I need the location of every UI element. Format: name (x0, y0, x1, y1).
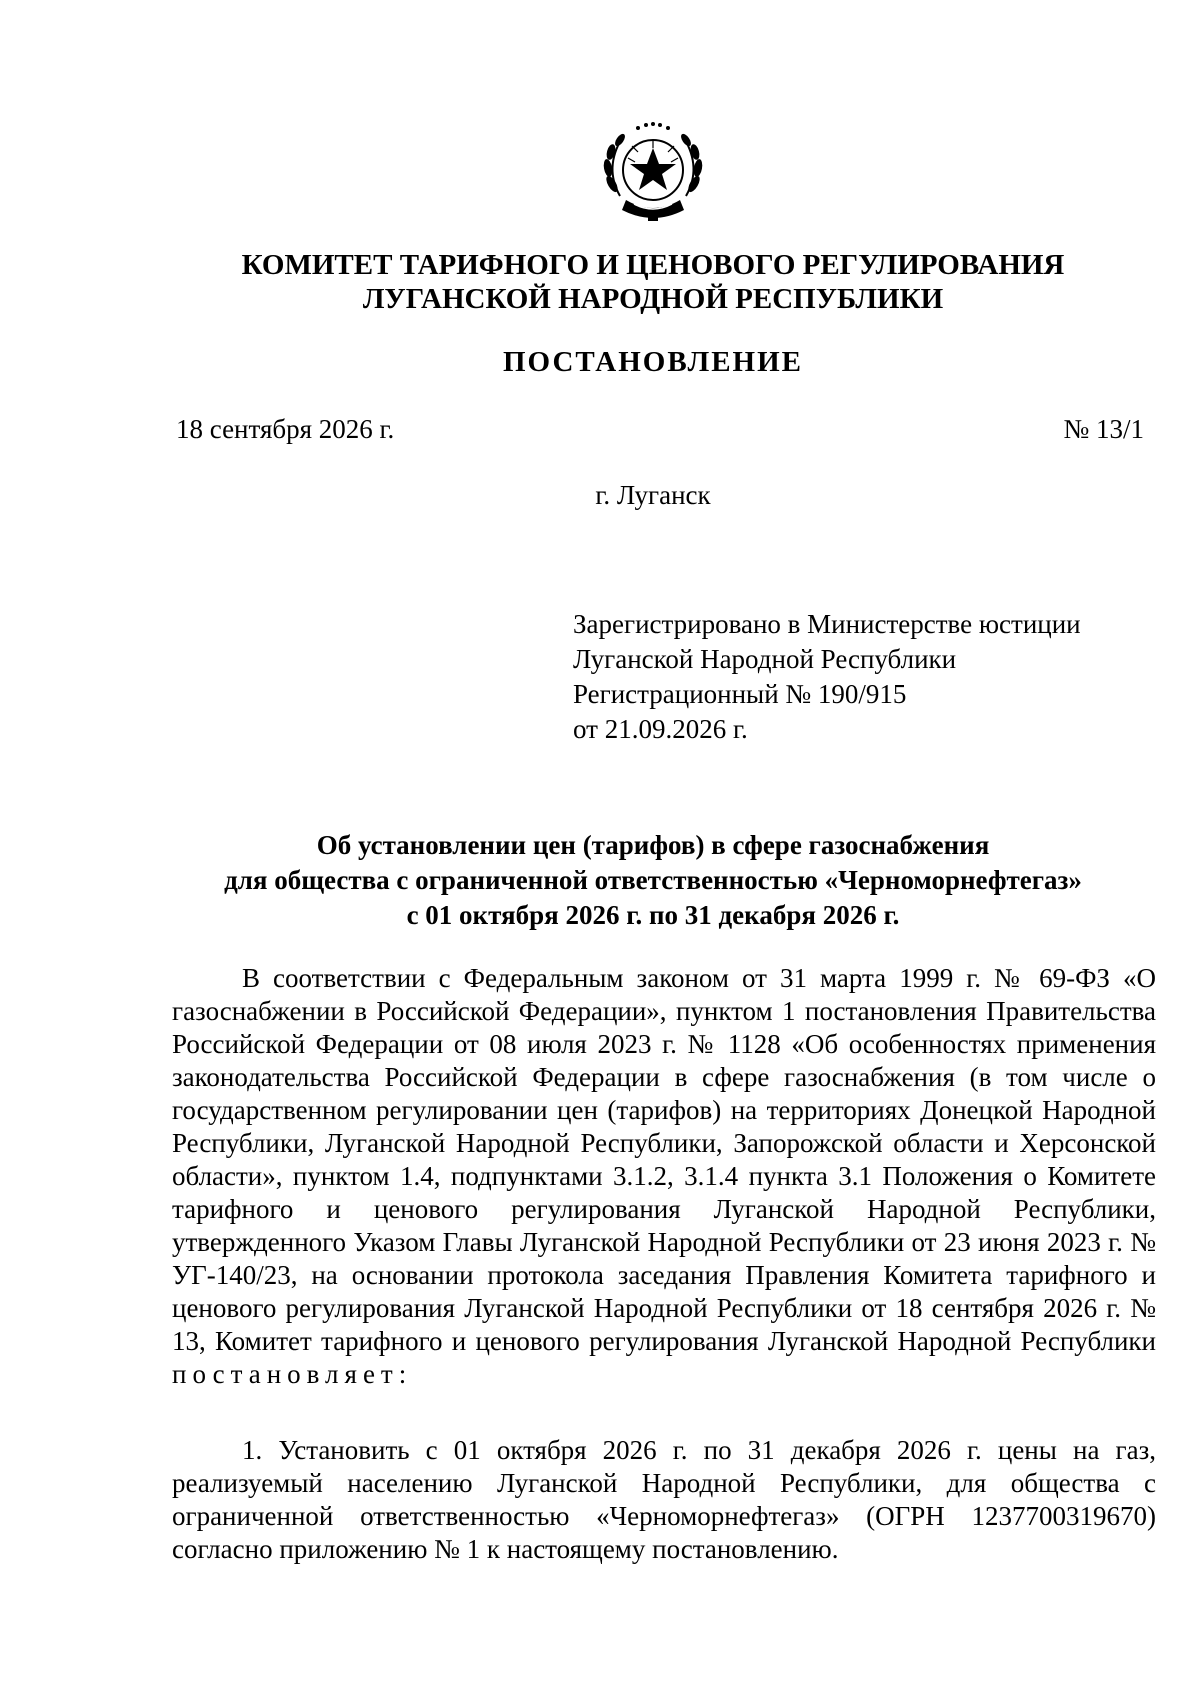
registration-line-1: Зарегистрировано в Министерстве юстиции (573, 609, 1081, 639)
registration-line-4: от 21.09.2026 г. (573, 714, 748, 744)
registration-line-3: Регистрационный № 190/915 (573, 679, 907, 709)
preamble-text: В соответствии с Федеральным законом от 31 марта 1999 г. № 69-ФЗ «О газоснабжении в Российской Федерации», пунктом 1 постановления Правительства Российской Федерации от 08 июля 2023 г. № 1128 «Об особенностях применения законодательства Российской Федерации в сфере газоснабжения (в том числе о государственном регулировании цен (тарифов) на территориях Донецкой Народной Республики, Луганской Народной Республики, Запорожской области и Херсонской области», пунктом 1.4, подпунктами 3.1.2, 3.1.4 пункта 3.1 Положения о Комитете тарифного и ценового регулирования Луганской Народной Республики, утвержденного Указом Главы Луганской Народной Республики от 23 июня 2023 г. № УГ-140/23, на основании протокола заседания Правления Комитета тарифного и ценового регулирования Луганской Народной Республики от 18 сентября 2026 г. № 13, Комитет тарифного и ценового регулирования Луганской Народной Республики (172, 963, 1156, 1356)
subject-line-1: Об установлении цен (тарифов) в сфере газоснабжения (316, 830, 990, 860)
registration-line-2: Луганской Народной Республики (573, 644, 957, 674)
registration-block (573, 607, 1081, 747)
decree-word: постановляет: (172, 1359, 413, 1389)
document-city: г. Луганск (595, 480, 711, 510)
coat-of-arms-icon (598, 118, 708, 228)
item-1-paragraph: 1. Установить с 01 октября 2026 г. по 31 декабря 2026 г. цены на газ, реализуемый населению Луганской Народной Республики, для общества с ограниченной ответственностью «Черноморнефтегаз» (ОГРН 1237700319670) согласно приложению № 1 к настоящему постановлению. (172, 1435, 1156, 1564)
document-type-title: ПОСТАНОВЛЕНИЕ (502, 346, 803, 378)
organization-name-line-1: КОМИТЕТ ТАРИФНОГО И ЦЕНОВОГО РЕГУЛИРОВАНИЯ (241, 249, 1065, 281)
organization-name-line-2: ЛУГАНСКОЙ НАРОДНОЙ РЕСПУБЛИКИ (362, 283, 944, 315)
subject-line-3: с 01 октября 2026 г. по 31 декабря 2026 г. (406, 900, 900, 930)
document-date: 18 сентября 2026 г. (176, 414, 395, 444)
preamble-paragraph (172, 962, 1156, 1391)
subject-line-2: для общества с ограниченной ответственностью «Черноморнефтегаз» (224, 865, 1082, 895)
document-subject (150, 828, 1156, 933)
document-number: № 13/1 (1063, 414, 1144, 444)
